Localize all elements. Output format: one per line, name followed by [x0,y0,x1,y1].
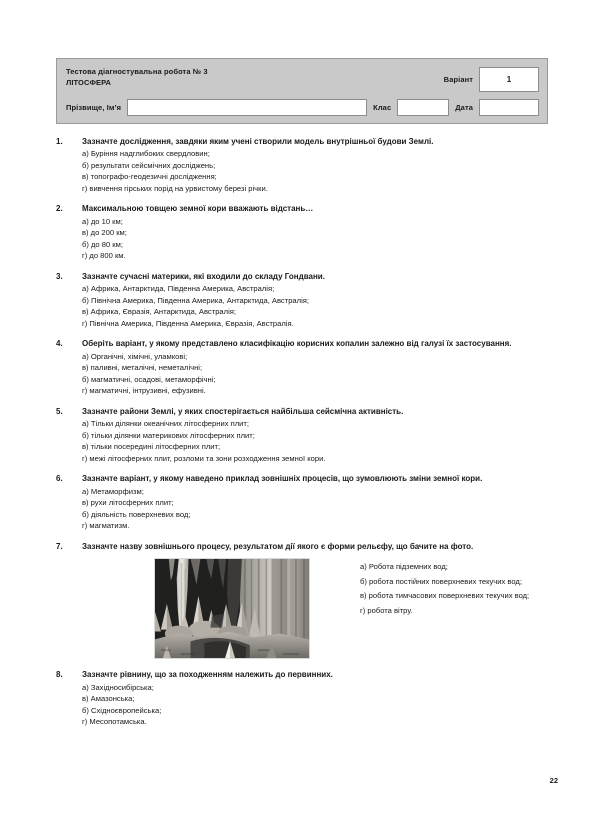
question-body [82,406,552,464]
klas-label: Клас [373,103,392,112]
question-stem: Оберіть варіант, у якому представлено класифікацію корисних копалин залежно від галузі їх застосування. [82,339,512,349]
option-v[interactable]: в) Амазонська; [82,694,135,704]
variant-group [444,66,539,92]
question-number: 2. [56,204,63,214]
variant-value-box[interactable]: 1 [479,67,539,92]
date-input[interactable] [479,99,539,116]
option-b[interactable]: б) робота постійних поверхневих текучих вод; [360,576,522,586]
option-a[interactable]: а) Тільки ділянки океанічних літосферних плит; [82,419,249,429]
question-body [82,338,552,396]
option-list [310,558,552,618]
header-top-row [66,66,539,92]
option-g[interactable]: г) магматичні, інтрузивні, ефузивні. [82,386,206,396]
name-input[interactable] [127,99,367,116]
question-item [56,669,552,727]
question-number: 4. [56,339,63,349]
cave-interior-photo [154,558,310,659]
question-body [82,669,552,727]
option-a[interactable]: а) Органічні, хімічні, уламкові; [82,351,188,361]
option-v[interactable]: в) паливні, металічні, неметалічні; [82,363,203,373]
option-b[interactable]: б) до 80 км; [82,239,123,249]
option-g[interactable]: г) Північна Америка, Південна Америка, Євразія, Австралія. [82,318,294,328]
option-list [82,216,552,262]
question-number: 1. [56,137,63,146]
header-bottom-row [66,99,539,116]
question-item [56,271,552,329]
option-a[interactable]: а) до 10 км; [82,216,123,226]
option-a[interactable]: а) Буріння надглибоких свердловин; [82,149,210,159]
klas-input[interactable] [397,99,449,116]
option-list [82,418,552,464]
option-g[interactable]: г) Месопотамська. [82,717,147,727]
option-v[interactable]: в) до 200 км; [82,228,127,238]
question-body [82,203,552,261]
question-list [56,136,552,737]
option-a[interactable]: а) Метаморфизм; [82,486,144,496]
question-item [56,473,552,531]
option-a[interactable]: а) Робота підземних вод; [360,562,448,572]
option-v[interactable]: в) Африка, Євразія, Антарктида, Австралія; [82,307,236,317]
option-b[interactable]: б) Східноєвропейська; [82,705,162,715]
option-v[interactable]: в) робота тимчасових поверхневих текучих вод; [360,591,530,601]
question-number: 6. [56,474,63,484]
question-body [82,136,552,194]
question-stem: Зазначте дослідження, завдяки яким учені створили модель внутрішньої будови Землі. [82,137,434,146]
option-b[interactable]: б) Північна Америка, Південна Америка, Антарктида, Австралія; [82,295,309,305]
option-list [82,148,552,194]
option-g[interactable]: г) магматизм. [82,521,130,531]
question-number: 7. [56,541,63,551]
name-label: Прізвище, Ім’я [66,103,122,112]
worksheet-title: Тестова діагностувальна робота № 3 [66,67,208,76]
option-a[interactable]: а) Західносибірська; [82,682,154,692]
header-titles [66,66,208,89]
option-list [82,486,552,532]
option-v[interactable]: в) топографо-геодезичні дослідження; [82,172,217,182]
option-a[interactable]: а) Африка, Антарктида, Південна Америка, Австралія; [82,284,275,294]
question-stem: Максимальною товщею земної кори вважають відстань… [82,204,314,214]
option-b[interactable]: б) діяльність поверхневих вод; [82,509,191,519]
option-g[interactable]: г) до 800 км. [82,251,126,261]
question-number: 5. [56,406,63,416]
question-body [82,541,552,659]
page-number: 22 [549,776,558,785]
question-item [56,203,552,261]
option-list [82,351,552,397]
question-stem: Зазначте сучасні материки, які входили до складу Гондвани. [82,271,325,281]
option-g[interactable]: г) вивчення гірських порід на урвистому березі річки. [82,183,268,193]
question-stem: Зазначте варіант, у якому наведено приклад зовнішніх процесів, що зумовлюють зміни земної кори. [82,474,483,484]
option-g[interactable]: г) межі літосферних плит, розломи та зони розходження земної кори. [82,453,326,463]
worksheet-subtitle: ЛІТОСФЕРА [66,77,112,87]
option-v[interactable]: в) рухи літосферних плит; [82,498,174,508]
photo-container [154,558,310,659]
question-photo-row [82,558,552,659]
question-stem: Зазначте рівнину, що за походженням належить до первинних. [82,670,333,680]
question-stem: Зазначте назву зовнішнього процесу, результатом дії якого є форми рельєфу, що бачите на фото. [82,541,474,551]
option-v[interactable]: в) тільки посередині літосферних плит; [82,442,221,452]
option-list [82,682,552,728]
worksheet-header-box [56,58,548,124]
variant-label: Варіант [443,75,473,84]
question-item [56,541,552,659]
question-number: 8. [56,670,63,680]
question-item [56,406,552,464]
question-body [82,473,552,531]
option-b[interactable]: б) магматичні, осадові, метаморфічні; [82,374,216,384]
option-b[interactable]: б) тільки ділянки материкових літосферних плит; [82,430,255,440]
option-g[interactable]: г) робота вітру. [360,606,413,615]
option-b[interactable]: б) результати сейсмічних досліджень; [82,160,216,170]
option-list [82,283,552,329]
question-item [56,338,552,396]
question-stem: Зазначте райони Землі, у яких спостерігається найбільша сейсмічна активність. [82,406,404,416]
question-number: 3. [56,271,63,281]
date-label: Дата [455,103,473,112]
question-body [82,271,552,329]
question-item [56,136,552,194]
